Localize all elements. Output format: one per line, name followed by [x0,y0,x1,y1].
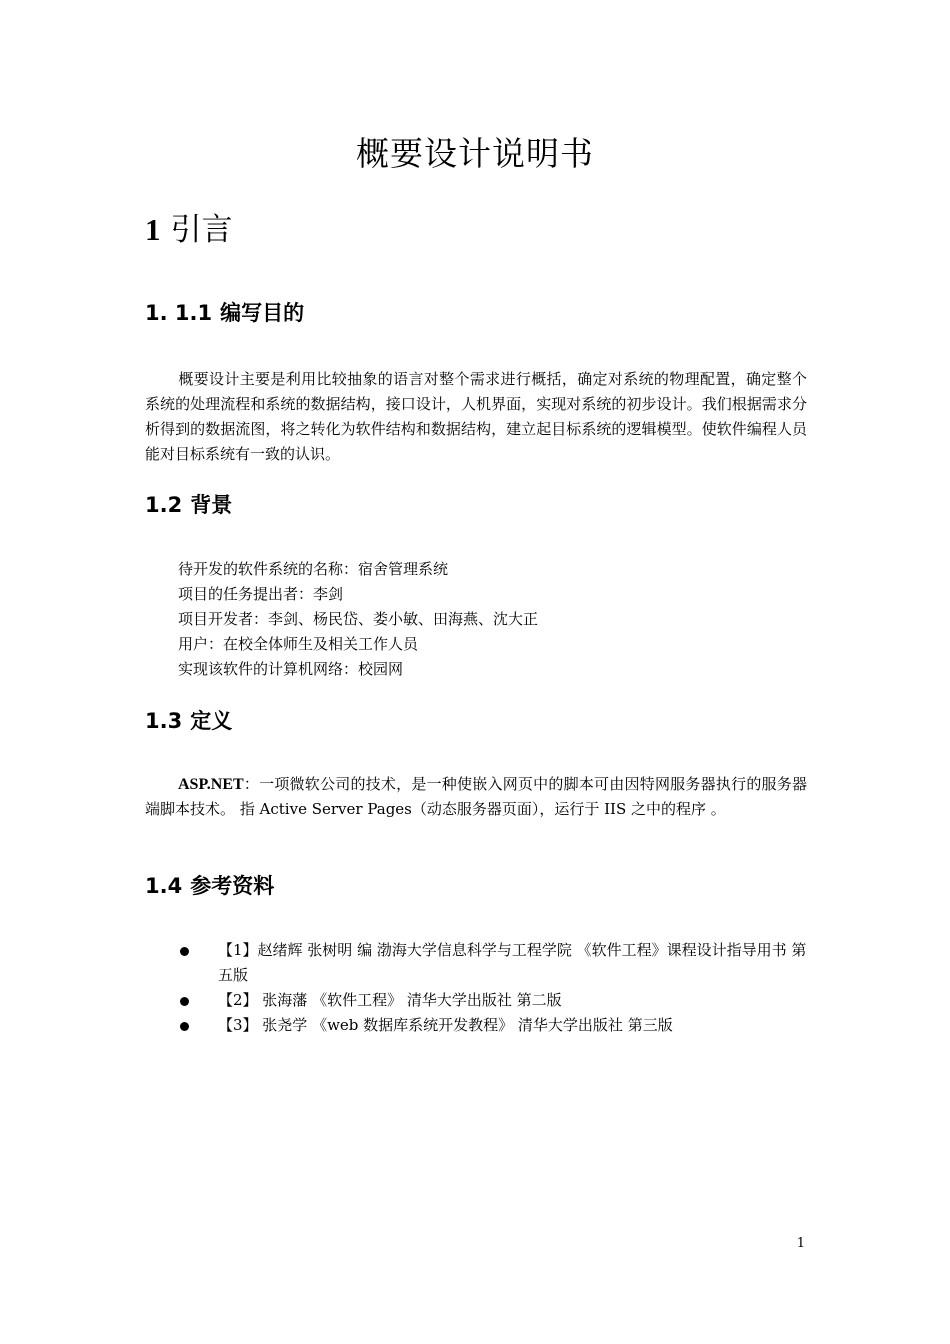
background-lines [178,557,538,682]
chapter-heading [145,208,233,252]
page-number: 1 [796,1236,805,1251]
bullet-icon [180,1022,189,1031]
section-title: 定义 [190,709,233,733]
section-heading-background [145,490,232,520]
purpose-text: 概要设计主要是利用比较抽象的语言对整个需求进行概括，确定对系统的物理配置，确定整个系统的处理流程和系统的数据结构，接口设计，人机界面，实现对系统的初步设计。我们根据需求分析得到的数据流图，将之转化为软件结构和数据结构，建立起目标系统的逻辑模型。使软件编程人员能对目标系统有一致的认识。 [145,370,807,463]
definition-paragraph [145,772,807,822]
section-title: 编写目的 [220,301,305,325]
section-number: 1.4 [145,874,183,898]
section-heading-definition [145,706,232,736]
reference-text: 【3】 张尧学 《web 数据库系统开发教程》 清华大学出版社 第三版 [218,1016,673,1034]
bullet-icon [180,997,189,1006]
reference-item [180,988,808,1013]
purpose-paragraph [145,367,807,467]
section-number: 1.2 [145,493,183,517]
background-line: 项目开发者：李剑、杨民岱、娄小敏、田海燕、沈大正 [178,610,539,628]
section-title: 背景 [190,493,233,517]
background-line: 实现该软件的计算机网络：校园网 [178,660,404,678]
definition-text: ：一项微软公司的技术，是一种使嵌入网页中的脚本可由因特网服务器执行的服务器端脚本技术。 指 Active Server Pages（动态服务器页面），运行于 IIS 之中的程序 。 [145,775,807,818]
bullet-icon [180,947,189,956]
background-line: 用户：在校全体师生及相关工作人员 [178,635,419,653]
section-heading-references [145,871,274,901]
section-title: 参考资料 [190,874,275,898]
chapter-number: 1 [145,212,161,247]
definition-term: ASP.NET [178,776,244,793]
section-number: 1.3 [145,709,183,733]
reference-text: 【1】赵绪辉 张树明 编 渤海大学信息科学与工程学院 《软件工程》课程设计指导用书 第五版 [218,941,807,984]
background-line: 项目的任务提出者：李剑 [178,585,344,603]
document-title: 概要设计说明书 [356,134,594,173]
background-line: 待开发的软件系统的名称：宿舍管理系统 [178,560,449,578]
section-number: 1. 1.1 [145,301,213,325]
reference-list [180,938,808,1038]
reference-text: 【2】 张海藩 《软件工程》 清华大学出版社 第二版 [218,991,562,1009]
reference-item [180,1013,808,1038]
reference-item [180,938,808,988]
section-heading-purpose [145,298,304,328]
chapter-title: 引言 [170,212,233,248]
